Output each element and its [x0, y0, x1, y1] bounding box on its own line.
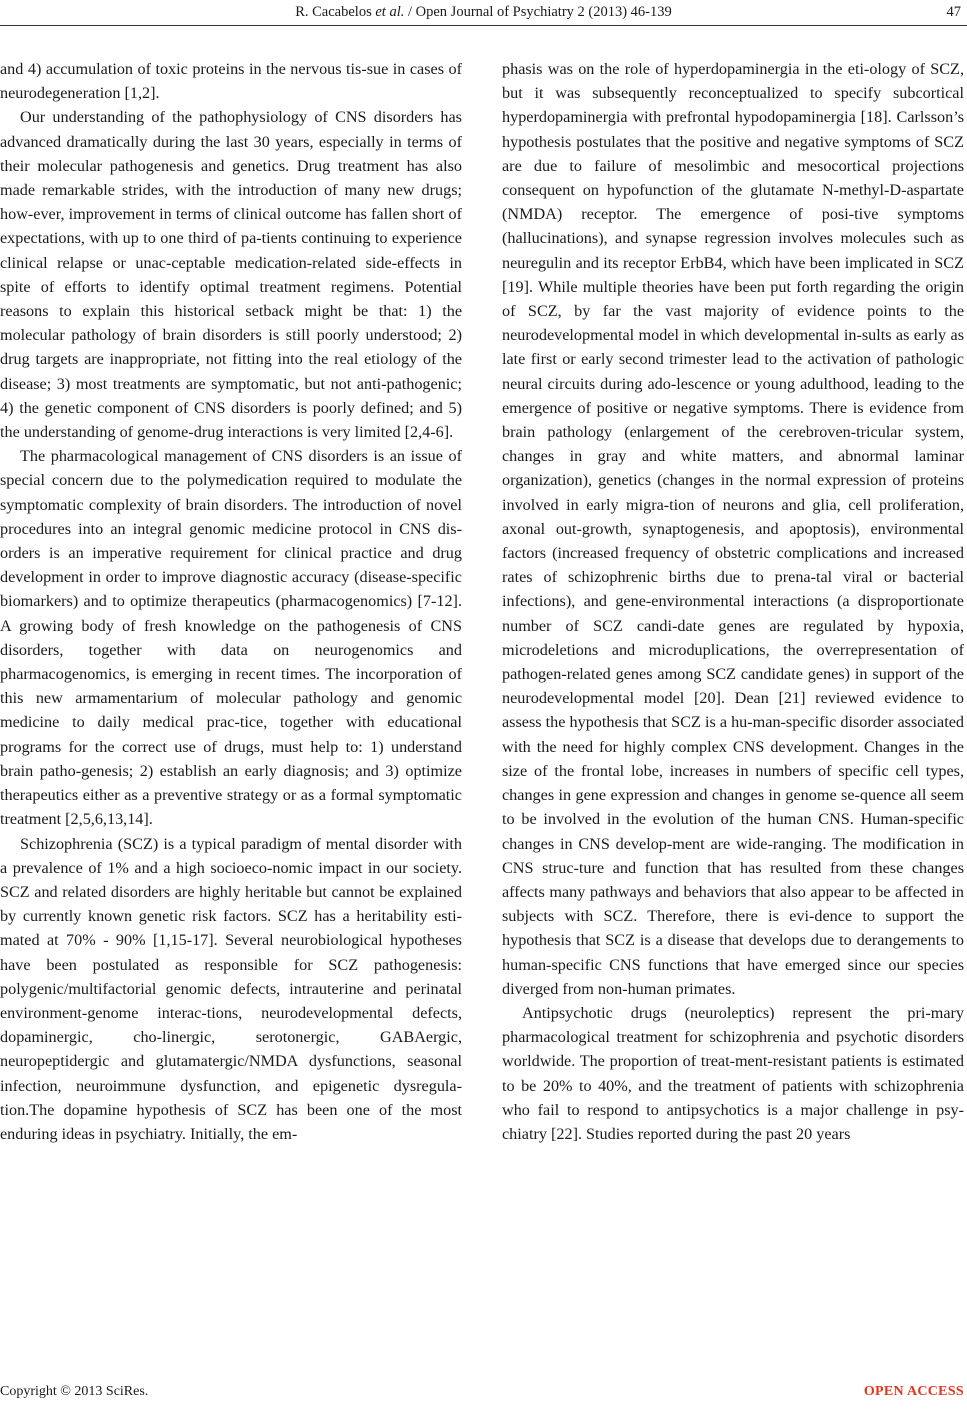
copyright-notice: Copyright © 2013 SciRes.	[0, 1384, 149, 1399]
page-footer	[0, 1380, 967, 1410]
header-journal: / Open Journal of Psychiatry 2 (2013) 46-139	[404, 4, 672, 20]
header-etal: et al.	[375, 4, 405, 20]
journal-citation	[0, 3, 967, 21]
paragraph: and 4) accumulation of toxic proteins in the nervous tis-sue in cases of neurodegeneration [1,2].	[0, 60, 462, 103]
paragraph: Schizophrenia (SCZ) is a typical paradigm of mental disorder with a prevalence of 1% and a high socioeco-nomic impact in our society. SCZ and related disorders are highly heritable but cannot be explained by currently known genetic risk factors. SCZ has a heritability esti-mated at 70% - 90% [1,15-17]. Several neurobiological hypotheses have been postulated as responsible for SCZ pathogenesis: polygenic/multifactorial genomic defects, intrauterine and perinatal environment-genome interac-tions, neurodevelopmental defects, dopaminergic, cho-linergic, serotonergic, GABAergic, neuropeptidergic and glutamatergic/NMDA dysfunctions, seasonal infection, neuroimmune dysfunction, and epigenetic dysregula-tion.The dopamine hypothesis of SCZ has been one of the most enduring ideas in psychiatry. Initially, the em-	[0, 834, 462, 1143]
paragraph: Our understanding of the pathophysiology of CNS disorders has advanced dramatically during the last 30 years, especially in terms of their molecular pathogenesis and genetics. Drug treatment has also made remarkable strides, with the introduction of many new drugs; how-ever, improvement in terms of clinical outcome has fallen short of expectations, with up to one third of pa-tients continuing to experience clinical relapse or unac-ceptable medication-related side-effects in spite of efforts to identify optimal treatment regimens. Potential reasons to explain this historical setback might be that: 1) the molecular pathology of brain disorders is still poorly understood; 2) drug targets are inappropriate, not fitting into the real etiology of the disease; 3) most treatments are symptomatic, but not anti-pathogenic; 4) the genetic component of CNS disorders is poorly defined; and 5) the understanding of genome-drug interactions is very limited [2,4-6].	[0, 108, 462, 442]
page-number: 47	[946, 4, 961, 20]
header-rule	[0, 25, 967, 26]
paragraph: Antipsychotic drugs (neuroleptics) represent the pri-mary pharmacological treatment for schizophrenia and psychotic disorders worldwide. The proportion of treat-ment-resistant patients is estimated to be 20% to 40%, and the treatment of patients with schizophrenia who fail to respond to antipsychotics is a major challenge in psy-chiatry [22]. Studies reported during the past 20 years	[502, 1003, 964, 1143]
header-authors: R. Cacabelos	[295, 4, 372, 20]
open-access-badge: OPEN ACCESS	[863, 1384, 964, 1399]
running-header	[0, 0, 967, 28]
paragraph: The pharmacological management of CNS disorders is an issue of special concern due to the polymedication required to modulate the symptomatic complexity of brain disorders. The introduction of novel procedures into an integral genomic medicine protocol in CNS dis-orders is an imperative requirement for clinical practice and drug development in order to improve diagnostic accuracy (disease-specific biomarkers) and to optimize therapeutics (pharmacogenomics) [7-12]. A growing body of fresh knowledge on the pathogenesis of CNS disorders, together with data on neurogenomics and pharmacogenomics, is emerging in recent times. The incorporation of this new armamentarium of molecular pathology and genomic medicine to daily medical prac-tice, together with educational programs for the correct use of drugs, must help to: 1) understand brain patho-genesis; 2) establish an early diagnosis; and 3) optimize therapeutics either as a preventive strategy or as a formal symptomatic treatment [2,5,6,13,14].	[0, 447, 462, 829]
right-column	[502, 57, 964, 1357]
left-column	[0, 57, 462, 1357]
paragraph: phasis was on the role of hyperdopaminergia in the eti-ology of SCZ, but it was subsequently reconceptualized to specify subcortical hyperdopaminergia with prefrontal hypodopaminergia [18]. Carlsson’s hypothesis postulates that the positive and negative symptoms of SCZ are due to failure of mesolimbic and mesocortical projections consequent on hypofunction of the glutamate N-methyl-D-aspartate (NMDA) receptor. The emergence of posi-tive symptoms (hallucinations), and synapse regression involves molecules such as neuregulin and its receptor ErbB4, which have been implicated in SCZ [19]. While multiple theories have been put forth regarding the origin of SCZ, by far the vast majority of evidence points to the neurodevelopmental model in which developmental in-sults as early as late first or early second trimester lead to the activation of pathologic neural circuits during ado-lescence or young adulthood, leading to the emergence of positive or negative symptoms. There is evidence from brain pathology (enlargement of the cerebroven-tricular system, changes in gray and white matters, and abnormal laminar organization), genetics (changes in the normal expression of proteins involved in early migra-tion of neurons and glia, cell proliferation, axonal out-growth, synaptogenesis, and apoptosis), environmental factors (increased frequency of obstetric complications and increased rates of schizophrenic births due to prena-tal viral or bacterial infections), and gene-environmental interactions (a disproportionate number of SCZ candi-date genes are regulated by hypoxia, microdeletions and microduplications, the overrepresentation of pathogen-related genes among SCZ candidate genes) in support of the neurodevelopmental model [20]. Dean [21] reviewed evidence to assess the hypothesis that SCZ is a hu-man-specific disorder associated with the need for highly complex CNS development. Changes in the size of the frontal lobe, increases in numbers of specific cell types, changes in gene expression and changes in genome se-quence all seem to be involved in the evolution of the human CNS. Human-specific changes in CNS develop-ment are wide-ranging. The modification in CNS struc-ture and function that has resulted from these changes affects many pathways and behaviors that also appear to be affected in subjects with SCZ. Therefore, there is evi-dence to support the hypothesis that SCZ is a disease that develops due to derangements to human-specific CNS functions that have emerged since our species diverged from non-human primates.	[502, 60, 964, 998]
